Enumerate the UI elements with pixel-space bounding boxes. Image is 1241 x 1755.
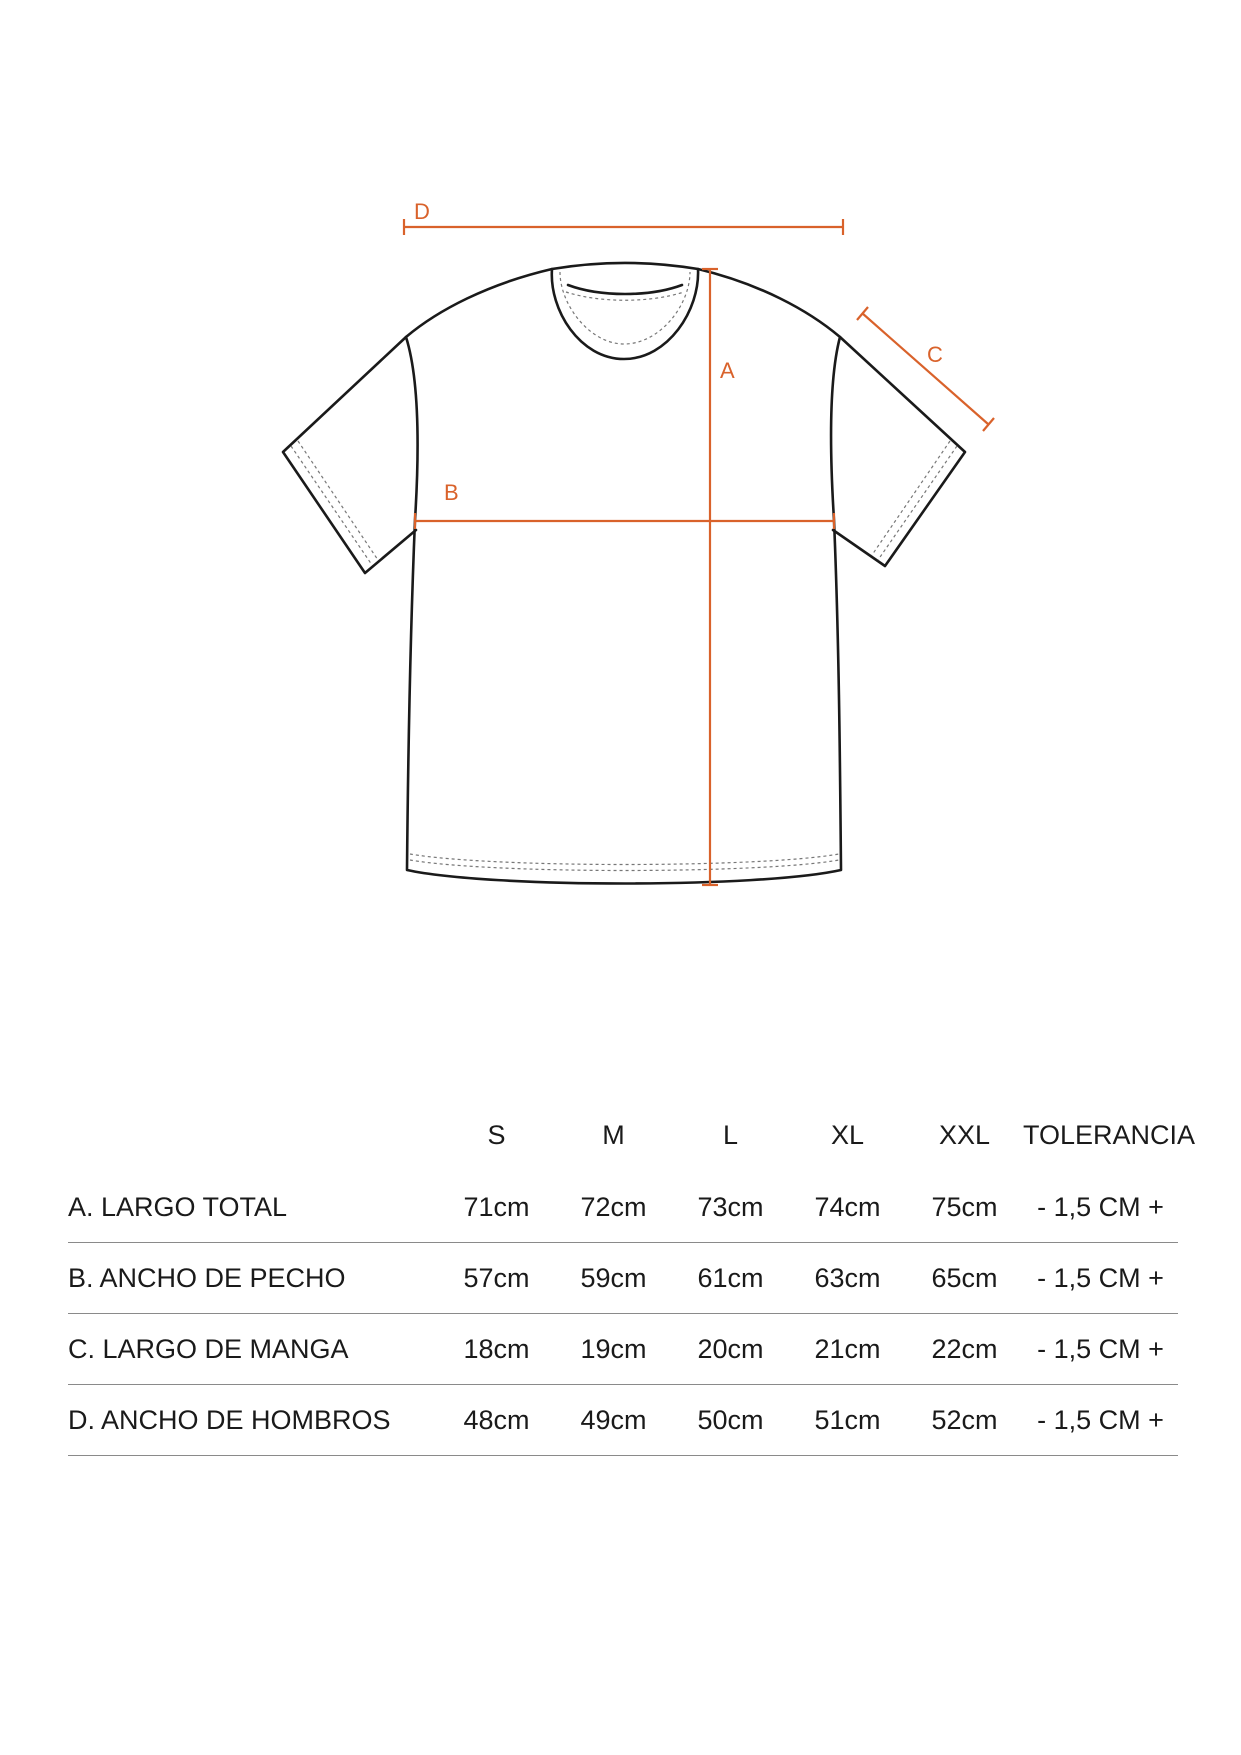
measurement-label: C. LARGO DE MANGA xyxy=(68,1314,438,1385)
measurement-value: 74cm xyxy=(789,1172,906,1243)
bottom-hem-stitching xyxy=(410,854,839,865)
measurement-value: 71cm xyxy=(438,1172,555,1243)
measurement-value: 61cm xyxy=(672,1243,789,1314)
tshirt-stitching xyxy=(291,272,957,871)
measurement-value: 75cm xyxy=(906,1172,1023,1243)
measurement-label: A. LARGO TOTAL xyxy=(68,1172,438,1243)
table-row xyxy=(68,1385,1178,1456)
measurement-value: 20cm xyxy=(672,1314,789,1385)
left-sleeve-outline xyxy=(283,337,416,573)
collar-back-outline xyxy=(568,285,682,294)
bottom-hem-stitching-2 xyxy=(410,860,839,871)
size-chart-table xyxy=(68,1120,1196,1456)
measurement-value: 22cm xyxy=(906,1314,1023,1385)
table-row xyxy=(68,1314,1178,1385)
tolerance-value: - 1,5 CM + xyxy=(1023,1243,1178,1314)
measurement-value: 73cm xyxy=(672,1172,789,1243)
measurement-label: D. ANCHO DE HOMBROS xyxy=(68,1385,438,1456)
tshirt-outline xyxy=(283,263,965,884)
size-chart-header xyxy=(68,1120,1196,1172)
size-header: XXL xyxy=(938,1120,991,1150)
measurement-value: 51cm xyxy=(789,1385,906,1456)
measurement-value: 52cm xyxy=(906,1385,1023,1456)
tolerance-value: - 1,5 CM + xyxy=(1023,1172,1178,1243)
measurement-value: 63cm xyxy=(789,1243,906,1314)
measurement-value: 21cm xyxy=(789,1314,906,1385)
table-row xyxy=(68,1243,1178,1314)
header-empty xyxy=(68,1120,438,1172)
left-sleeve-hem-stitching-2 xyxy=(298,441,378,560)
measurement-lines xyxy=(404,219,994,885)
tolerance-value: - 1,5 CM + xyxy=(1023,1385,1178,1456)
measurement-labels xyxy=(414,199,943,505)
measurement-value: 57cm xyxy=(438,1243,555,1314)
measure-label-b: B xyxy=(444,480,459,505)
right-sleeve-hem-stitching xyxy=(878,446,957,560)
size-header: S xyxy=(487,1120,506,1150)
measurement-value: 59cm xyxy=(555,1243,672,1314)
right-sleeve-outline xyxy=(833,337,965,566)
measurement-value: 50cm xyxy=(672,1385,789,1456)
table-row xyxy=(68,1172,1178,1243)
measurement-value: 49cm xyxy=(555,1385,672,1456)
right-sleeve-hem-stitching-2 xyxy=(872,441,950,555)
size-header: M xyxy=(602,1120,625,1150)
measurement-label: B. ANCHO DE PECHO xyxy=(68,1243,438,1314)
measure-line-c xyxy=(862,313,988,424)
size-header: XL xyxy=(830,1120,865,1150)
tolerance-value: - 1,5 CM + xyxy=(1023,1314,1178,1385)
tshirt-body-outline xyxy=(406,263,841,884)
collar-stitching xyxy=(560,272,690,344)
measurement-value: 19cm xyxy=(555,1314,672,1385)
size-header: L xyxy=(722,1120,739,1150)
measurement-value: 72cm xyxy=(555,1172,672,1243)
measure-label-d: D xyxy=(414,199,430,224)
measure-label-c: C xyxy=(927,342,943,367)
measurement-value: 18cm xyxy=(438,1314,555,1385)
left-sleeve-hem-stitching xyxy=(291,446,372,565)
measurement-value: 65cm xyxy=(906,1243,1023,1314)
measurement-value: 48cm xyxy=(438,1385,555,1456)
tolerance-header: TOLERANCIA xyxy=(1023,1120,1196,1150)
measure-label-a: A xyxy=(720,358,735,383)
